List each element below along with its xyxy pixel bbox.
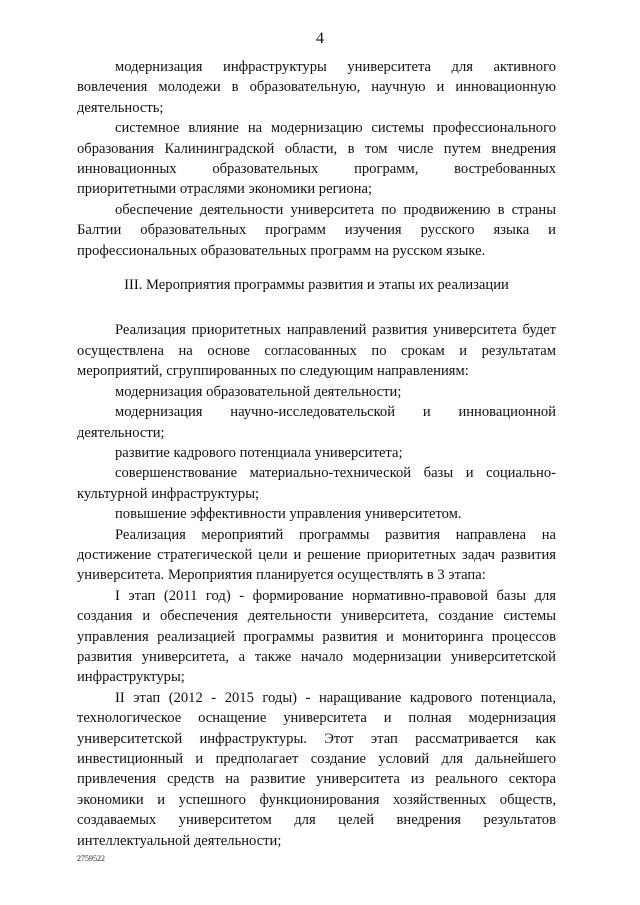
list-item-education-modernization: модернизация образовательной деятельности; — [115, 383, 402, 400]
section-heading: III. Мероприятия программы развития и этапы их реализации — [124, 277, 509, 294]
paragraph-stage-one: I этап (2011 год) - формирование нормативно-правовой базы для создания и обеспечения деятельности университета, создание системы управления реализацией программы развития и мониторинга процессов развития университета, а также начало модернизации университетской инфраструктуры; — [77, 587, 556, 686]
document-body — [77, 57, 556, 851]
paragraph-stages-intro: Реализация мероприятий программы развития направлена на достижение стратегической цели и решение приоритетных задач развития университета. Мероприятия планируется осуществлять в 3 этапа: — [77, 526, 556, 584]
list-item-research-modernization: модернизация научно-исследовательской и инновационной деятельности; — [77, 404, 556, 441]
list-item-management-efficiency: повышение эффективности управления университетом. — [115, 506, 462, 523]
paragraph-baltic-programs: обеспечение деятельности университета по продвижению в страны Балтии образовательных программ изучения русского языка и профессиональных образовательных программ на русском языке. — [77, 201, 556, 259]
paragraph-implementation-intro: Реализация приоритетных направлений развития университета будет осуществлена на основе согласованных по срокам и результатам мероприятий, сгруппированных по следующим направлениям: — [77, 322, 556, 380]
paragraph-stage-two: II этап (2012 - 2015 годы) - наращивание кадрового потенциала, технологическое оснащение университета и полная модернизация университетской инфраструктуры. Этот этап рассматривается как инвестиционный и предполагает создание условий для дальнейшего привлечения средств на развитие университета из реального сектора экономики и успешного функционирования хозяйственных обществ, создаваемых университетом для целей внедрения результатов интеллектуальной деятельности; — [77, 689, 556, 849]
heading-spacer — [77, 295, 556, 320]
page-number: 4 — [316, 30, 324, 47]
list-item-infrastructure-improvement: совершенствование материально-технической базы и социально-культурной инфраструктуры; — [77, 465, 556, 502]
paragraph-systemic-influence: системное влияние на модернизацию системы профессионального образования Калининградской области, в том числе путем внедрения инновационных образовательных программ, востребованных приоритетными отраслями экономики региона; — [77, 120, 556, 198]
paragraph-infrastructure-modernization: модернизация инфраструктуры университета для активного вовлечения молодежи в образовательную, научную и инновационную деятельность; — [77, 59, 556, 116]
document-code: 2759522 — [77, 854, 105, 863]
list-item-staff-development: развитие кадрового потенциала университета; — [115, 444, 403, 461]
